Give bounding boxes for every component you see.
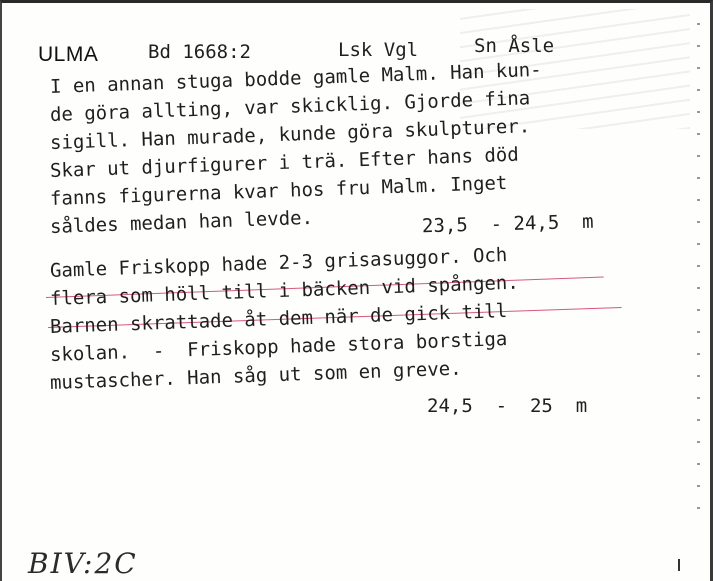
paragraph-2 [49,244,660,397]
text-line: Gamle Friskopp hade 2-3 grisasuggor. Och [49,244,508,282]
record-number: Bd 1668:2 [148,41,251,63]
text-line: de göra allting, var skicklig. Gjorde fina [49,87,531,126]
place-code: ULMA [38,43,99,66]
text-line: Barnen skrattade åt dem när de gick till [49,300,508,338]
text-line: I en annan stuga bodde gamle Malm. Han kun- [49,58,542,98]
card-edge-marks [697,23,700,523]
reference-range-1: 23,5 - 24,5 m [421,210,594,238]
text-line: flera som höll till i bäcken vid spången. [49,271,520,310]
text-line: skolan. - Friskopp hade stora borstiga [49,328,508,366]
text-line: mustascher. Han såg ut som en greve. [49,357,462,394]
text-line: fanns figurerna kvar hos fru Malm. Inget [49,172,508,210]
handwritten-signature: BIV:2C [28,547,138,580]
text-line: Skar ut djurfigurer i trä. Efter hans död [49,143,520,182]
text-line: såldes medan han levde. [49,206,314,238]
reference-range-2: 24,5 - 25 m [427,395,588,417]
edge-tick [678,559,680,571]
text-line: sigill. Han murade, kunde göra skulpturer. [49,115,531,154]
parish: Sn Åsle [474,35,555,57]
province: Lsk Vgl [338,39,419,61]
